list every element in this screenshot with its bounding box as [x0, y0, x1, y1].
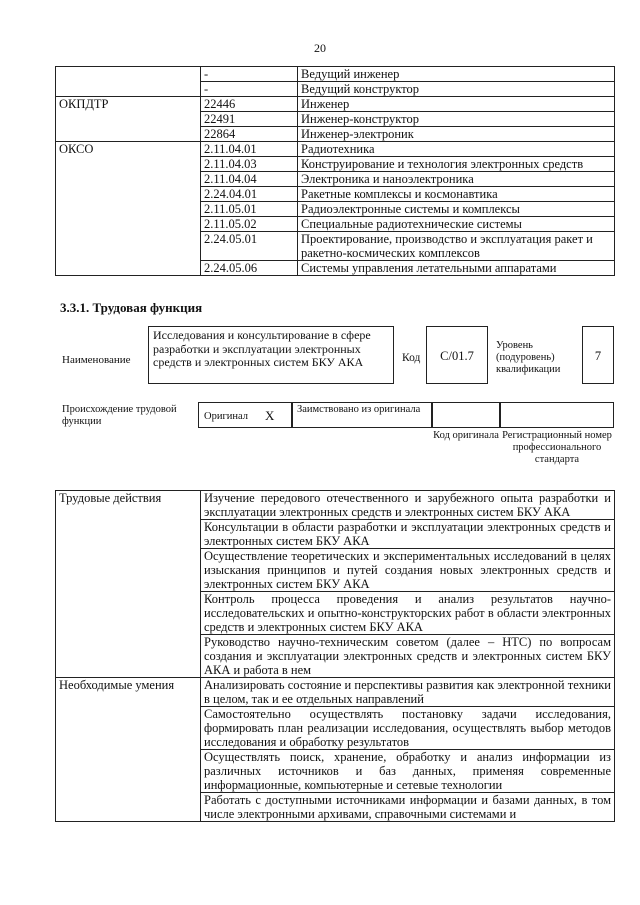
codes-code-cell: 2.24.05.06 [201, 261, 298, 276]
codes-name-cell: Радиотехника [298, 142, 615, 157]
codes-code-cell: 2.24.04.01 [201, 187, 298, 202]
codes-table-row [56, 97, 615, 112]
functions-item: Изучение передового отечественного и зарубежного опыта разработки и эксплуатации электронных средств и электронных систем БКУ АКА [201, 491, 615, 520]
codes-code-cell: - [201, 82, 298, 97]
codes-group-cell: ОКПДТР [56, 97, 201, 142]
functions-item: Осуществлять поиск, хранение, обработку и анализ информации из различных источников и баз данных, применяя современные информационные, компьютерные и сетевые технологии [201, 750, 615, 793]
borrowed-box [292, 402, 432, 428]
codes-code-cell: - [201, 67, 298, 82]
codes-code-cell: 2.11.05.01 [201, 202, 298, 217]
codes-code-cell: 2.11.04.04 [201, 172, 298, 187]
code-value: С/01.7 [440, 349, 474, 363]
codes-code-cell: 22864 [201, 127, 298, 142]
codes-name-cell: Инженер [298, 97, 615, 112]
origin-label: Происхождение трудовой функции [62, 404, 177, 427]
functions-table [55, 490, 615, 822]
codes-name-cell: Проектирование, производство и эксплуатация ракет и ракетно-космических комплексов [298, 232, 615, 261]
codes-table-row [56, 142, 615, 157]
codes-name-cell: Системы управления летательными аппаратами [298, 261, 615, 276]
codes-name-cell: Специальные радиотехнические системы [298, 217, 615, 232]
functions-item: Работать с доступными источниками информации и базами данных, в том числе электронными архивами, справочными системами и [201, 793, 615, 822]
codes-table-row [56, 67, 615, 82]
codes-code-cell: 2.11.04.03 [201, 157, 298, 172]
codes-name-cell: Ведущий конструктор [298, 82, 615, 97]
code-caption: Код оригинала [433, 430, 499, 441]
codes-name-cell: Конструирование и технология электронных средств [298, 157, 615, 172]
codes-name-cell: Инженер-электроник [298, 127, 615, 142]
codes-name-cell: Ракетные комплексы и космонавтика [298, 187, 615, 202]
reg-number-box [500, 402, 614, 428]
level-label: Уровень (подуровень) квалификации [496, 340, 561, 375]
name-box [148, 326, 394, 384]
functions-item: Самостоятельно осуществлять постановку задачи исследования, формировать план реализации исследования, осуществлять выбор методов исследования и обработку результатов [201, 707, 615, 750]
codes-name-cell: Ведущий инженер [298, 67, 615, 82]
original-code-box [432, 402, 500, 428]
functions-item: Руководство научно-техническим советом (далее – НТС) по вопросам создания и эксплуатации электронных средств и электронных систем БКУ АКА и работа в нем [201, 635, 615, 678]
functions-table-row [56, 678, 615, 707]
codes-table [55, 66, 615, 276]
original-label: Оригинал [204, 411, 248, 422]
functions-item: Анализировать состояние и перспективы развития как электронной техники в целом, так и ее отдельных направлений [201, 678, 615, 707]
code-box [426, 326, 488, 384]
reg-caption: Регистрационный номер профессионального стандарта [502, 430, 612, 465]
name-value: Исследования и консультирование в сфере разработки и эксплуатации электронных средств и электронных систем БКУ АКА [153, 328, 371, 369]
original-mark: X [265, 408, 275, 423]
codes-group-cell [56, 67, 201, 97]
original-box [198, 402, 292, 428]
codes-name-cell: Инженер-конструктор [298, 112, 615, 127]
functions-table-row [56, 491, 615, 520]
codes-name-cell: Радиоэлектронные системы и комплексы [298, 202, 615, 217]
codes-code-cell: 2.11.04.01 [201, 142, 298, 157]
functions-group-label: Трудовые действия [56, 491, 201, 678]
codes-code-cell: 2.24.05.01 [201, 232, 298, 261]
functions-group-label: Необходимые умения [56, 678, 201, 822]
codes-code-cell: 22446 [201, 97, 298, 112]
codes-group-cell: ОКСО [56, 142, 201, 276]
functions-item: Консультации в области разработки и эксплуатации электронных средств и электронных систем БКУ АКА [201, 520, 615, 549]
level-box [582, 326, 614, 384]
code-label: Код [402, 352, 421, 364]
codes-code-cell: 2.11.05.02 [201, 217, 298, 232]
codes-name-cell: Электроника и наноэлектроника [298, 172, 615, 187]
page-number: 20 [314, 41, 326, 55]
codes-code-cell: 22491 [201, 112, 298, 127]
functions-item: Осуществление теоретических и экспериментальных исследований в целях изыскания принципов и путей создания новых электронных средств и электронных систем БКУ АКА [201, 549, 615, 592]
functions-item: Контроль процесса проведения и анализ результатов научно-исследовательских и опытно-конструкторских работ в области электронных средств и электронных систем БКУ АКА [201, 592, 615, 635]
name-label: Наименование [62, 354, 131, 366]
level-value: 7 [594, 349, 602, 363]
section-heading: 3.3.1. Трудовая функция [60, 300, 203, 315]
borrowed-label: Заимствовано из оригинала [297, 404, 421, 415]
